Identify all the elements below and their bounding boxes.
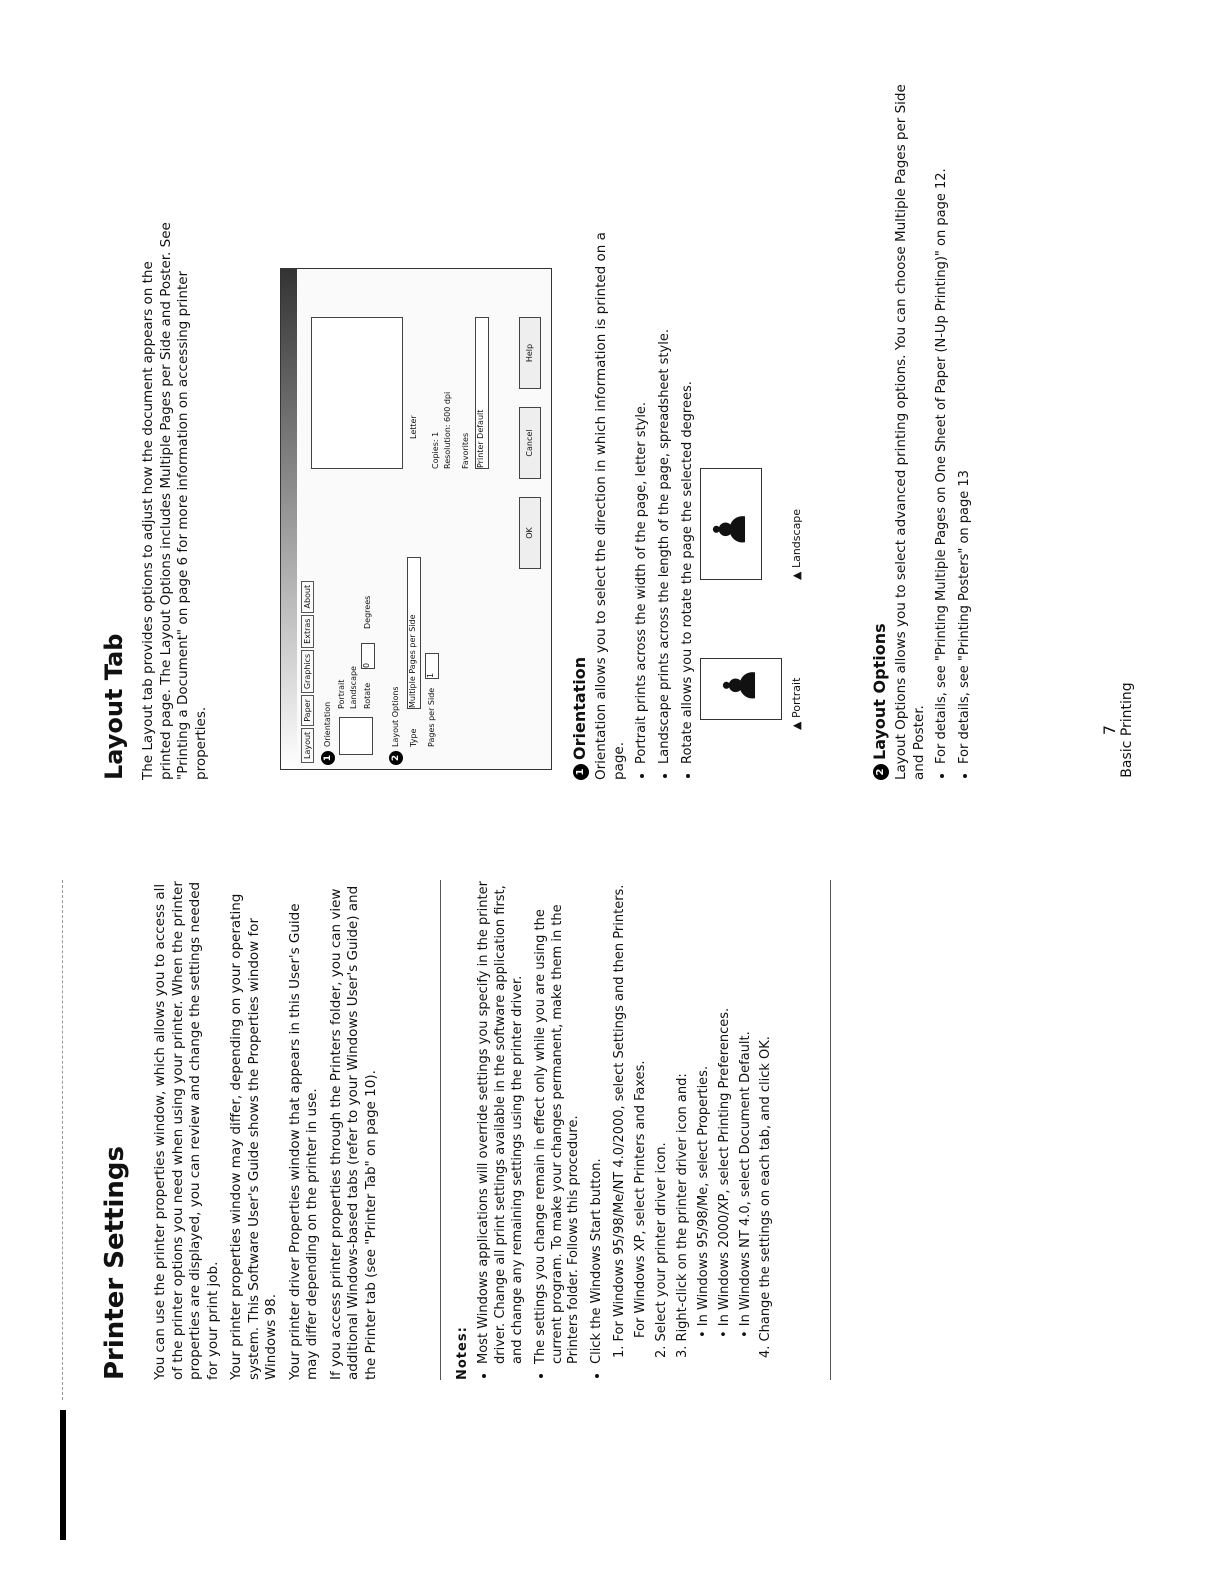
- orientation-heading-text: Orientation: [570, 656, 589, 760]
- favorites-label: Favorites: [461, 432, 470, 469]
- orientation-preview: [339, 717, 373, 755]
- step-item: 4. Change the settings on each tab, and click OK.: [758, 1036, 774, 1358]
- tab-graphics[interactable]: Graphics: [301, 650, 314, 693]
- pages-per-side-input[interactable]: 1: [425, 653, 439, 679]
- type-select[interactable]: Multiple Pages per Side: [407, 557, 421, 709]
- tab-about[interactable]: About: [301, 581, 314, 613]
- person-icon: ♟: [705, 509, 756, 549]
- person-icon: ♟: [715, 665, 766, 705]
- portrait-caption-text: Portrait: [790, 677, 803, 719]
- ok-button[interactable]: OK: [519, 497, 541, 569]
- section-name: Basic Printing: [1119, 682, 1135, 778]
- landscape-caption-text: Landscape: [790, 508, 803, 569]
- section-title: Layout Tab: [100, 633, 128, 780]
- rotate-label: Rotate: [363, 682, 372, 709]
- step-item: 2. Select your printer driver icon.: [654, 1142, 670, 1358]
- orientation-label: Orientation: [323, 701, 332, 747]
- orientation-heading: [570, 200, 589, 780]
- portrait-caption: ▲ Portrait: [790, 677, 803, 730]
- note-item: • The settings you change remain in effect only while you are using the current program. To make your changes permanent, make them in the Printers folder. Follows this procedure.: [533, 880, 584, 1364]
- step-item: 1. For Windows 95/98/Me/NT 4.0/2000, select Settings and then Printers.: [612, 884, 628, 1358]
- marker-2-icon: 2: [873, 764, 889, 780]
- page-title: Printer Settings: [100, 1146, 130, 1380]
- orientation-bullet: • Landscape prints across the length of the page, spreadsheet style.: [657, 200, 674, 764]
- note-item: • Most Windows applications will override settings you specify in the printer driver. Change all print settings available in the software application first, and change any remaining settings using the printer driver.: [476, 880, 527, 1364]
- layout-options-bullet: • For details, see "Printing Posters" on page 13: [957, 80, 974, 764]
- page-preview: [311, 317, 403, 469]
- layout-options-bullet: • For details, see "Printing Multiple Pages on One Sheet of Paper (N-Up Printing)" on page 12.: [934, 80, 951, 764]
- marker-2: 2: [389, 751, 403, 765]
- notes-section: [455, 880, 779, 1380]
- rotated-page: [60, 40, 1210, 1540]
- layout-options-section: [870, 80, 980, 780]
- pages-per-side-label: Pages per Side: [427, 687, 436, 747]
- marker-1-icon: 1: [573, 764, 589, 780]
- orientation-section: [570, 200, 703, 780]
- layout-intro: [140, 220, 216, 780]
- orientation-desc: Orientation allows you to select the direction in which information is printed on a page.: [593, 232, 627, 780]
- step-item: • In Windows 2000/XP, select Printing Preferences.: [716, 1007, 732, 1338]
- tab-extras[interactable]: Extras: [301, 615, 314, 648]
- paper-size-label: Letter: [409, 415, 418, 439]
- page-number: 7: [1100, 724, 1119, 736]
- orientation-figures: [700, 380, 810, 780]
- cancel-button[interactable]: Cancel: [519, 407, 541, 479]
- paragraph: The Layout tab provides options to adjust how the document appears on the printed page. The Layout Options includes Multiple Pages per Side and Poster. See "Printing a Document" on page 6 for more information on accessing printer properties.: [140, 222, 209, 780]
- help-button[interactable]: Help: [519, 317, 541, 389]
- landscape-radio[interactable]: Landscape: [349, 666, 358, 709]
- paragraph: Your printer properties window may differ, depending on your operating system. This Software User's Guide shows the Properties window for Windows 98.: [228, 893, 280, 1380]
- step-item: • In Windows 95/98/Me, select Properties.: [695, 1065, 711, 1338]
- portrait-figure: [700, 658, 782, 720]
- resolution-label: Resolution: 600 dpi: [443, 391, 452, 469]
- note-item: • Click the Windows Start button.: [589, 880, 606, 1364]
- tab-paper[interactable]: Paper: [301, 695, 314, 726]
- layout-options-heading: [870, 80, 889, 780]
- landscape-caption: ▲ Landscape: [790, 508, 803, 580]
- tab-layout[interactable]: Layout: [301, 728, 314, 763]
- dialog-tabs: [303, 579, 312, 763]
- type-label: Type: [409, 728, 418, 747]
- marker-1: 1: [321, 751, 335, 765]
- paragraph: If you access printer properties through the Printers folder, you can view additional Windows-based tabs (refer to your Windows User's Guide) and the Printer tab (see "Printer Tab" on page 10).: [327, 885, 380, 1380]
- step-item: For Windows XP, select Printers and Faxes.: [633, 1060, 649, 1338]
- title-bar: [60, 1410, 66, 1540]
- notes-divider: [440, 880, 441, 1380]
- landscape-figure: [700, 468, 762, 580]
- top-rule: [62, 880, 63, 1400]
- orientation-bullet: • Rotate allows you to rotate the page the selected degrees.: [680, 200, 697, 764]
- paragraph: Your printer driver Properties window that appears in this User's Guide may differ depending on the printer in use.: [286, 903, 321, 1380]
- favorites-select[interactable]: Printer Default: [475, 317, 489, 469]
- intro-text: [152, 880, 387, 1380]
- layout-options-heading-text: Layout Options: [870, 623, 889, 760]
- notes-bottom-divider: [830, 880, 831, 1380]
- paragraph: You can use the printer properties window, which allows you to access all of the printer options you need when using your printer. When the printer properties are displayed, you can review and change the settings needed for your print job.: [152, 881, 221, 1380]
- layout-options-label: Layout Options: [391, 686, 400, 747]
- step-item: • In Windows NT 4.0, select Document Default.: [737, 1031, 753, 1338]
- rotate-input[interactable]: 0: [361, 643, 375, 669]
- orientation-bullet: • Portrait prints across the width of the page, letter style.: [634, 200, 651, 764]
- degrees-label: Degrees: [363, 595, 372, 629]
- portrait-radio[interactable]: Portrait: [337, 679, 346, 709]
- step-item: 3. Right-click on the printer driver icon and:: [674, 1073, 690, 1358]
- printer-properties-dialog: [280, 268, 552, 770]
- notes-heading: Notes:: [455, 1326, 470, 1380]
- page-footer: [1100, 620, 1135, 840]
- copies-label: Copies: 1: [431, 431, 440, 469]
- dialog-titlebar: [281, 269, 297, 769]
- layout-options-desc: Layout Options allows you to select advanced printing options. You can choose Multiple Pages per Side and Poster.: [893, 84, 927, 780]
